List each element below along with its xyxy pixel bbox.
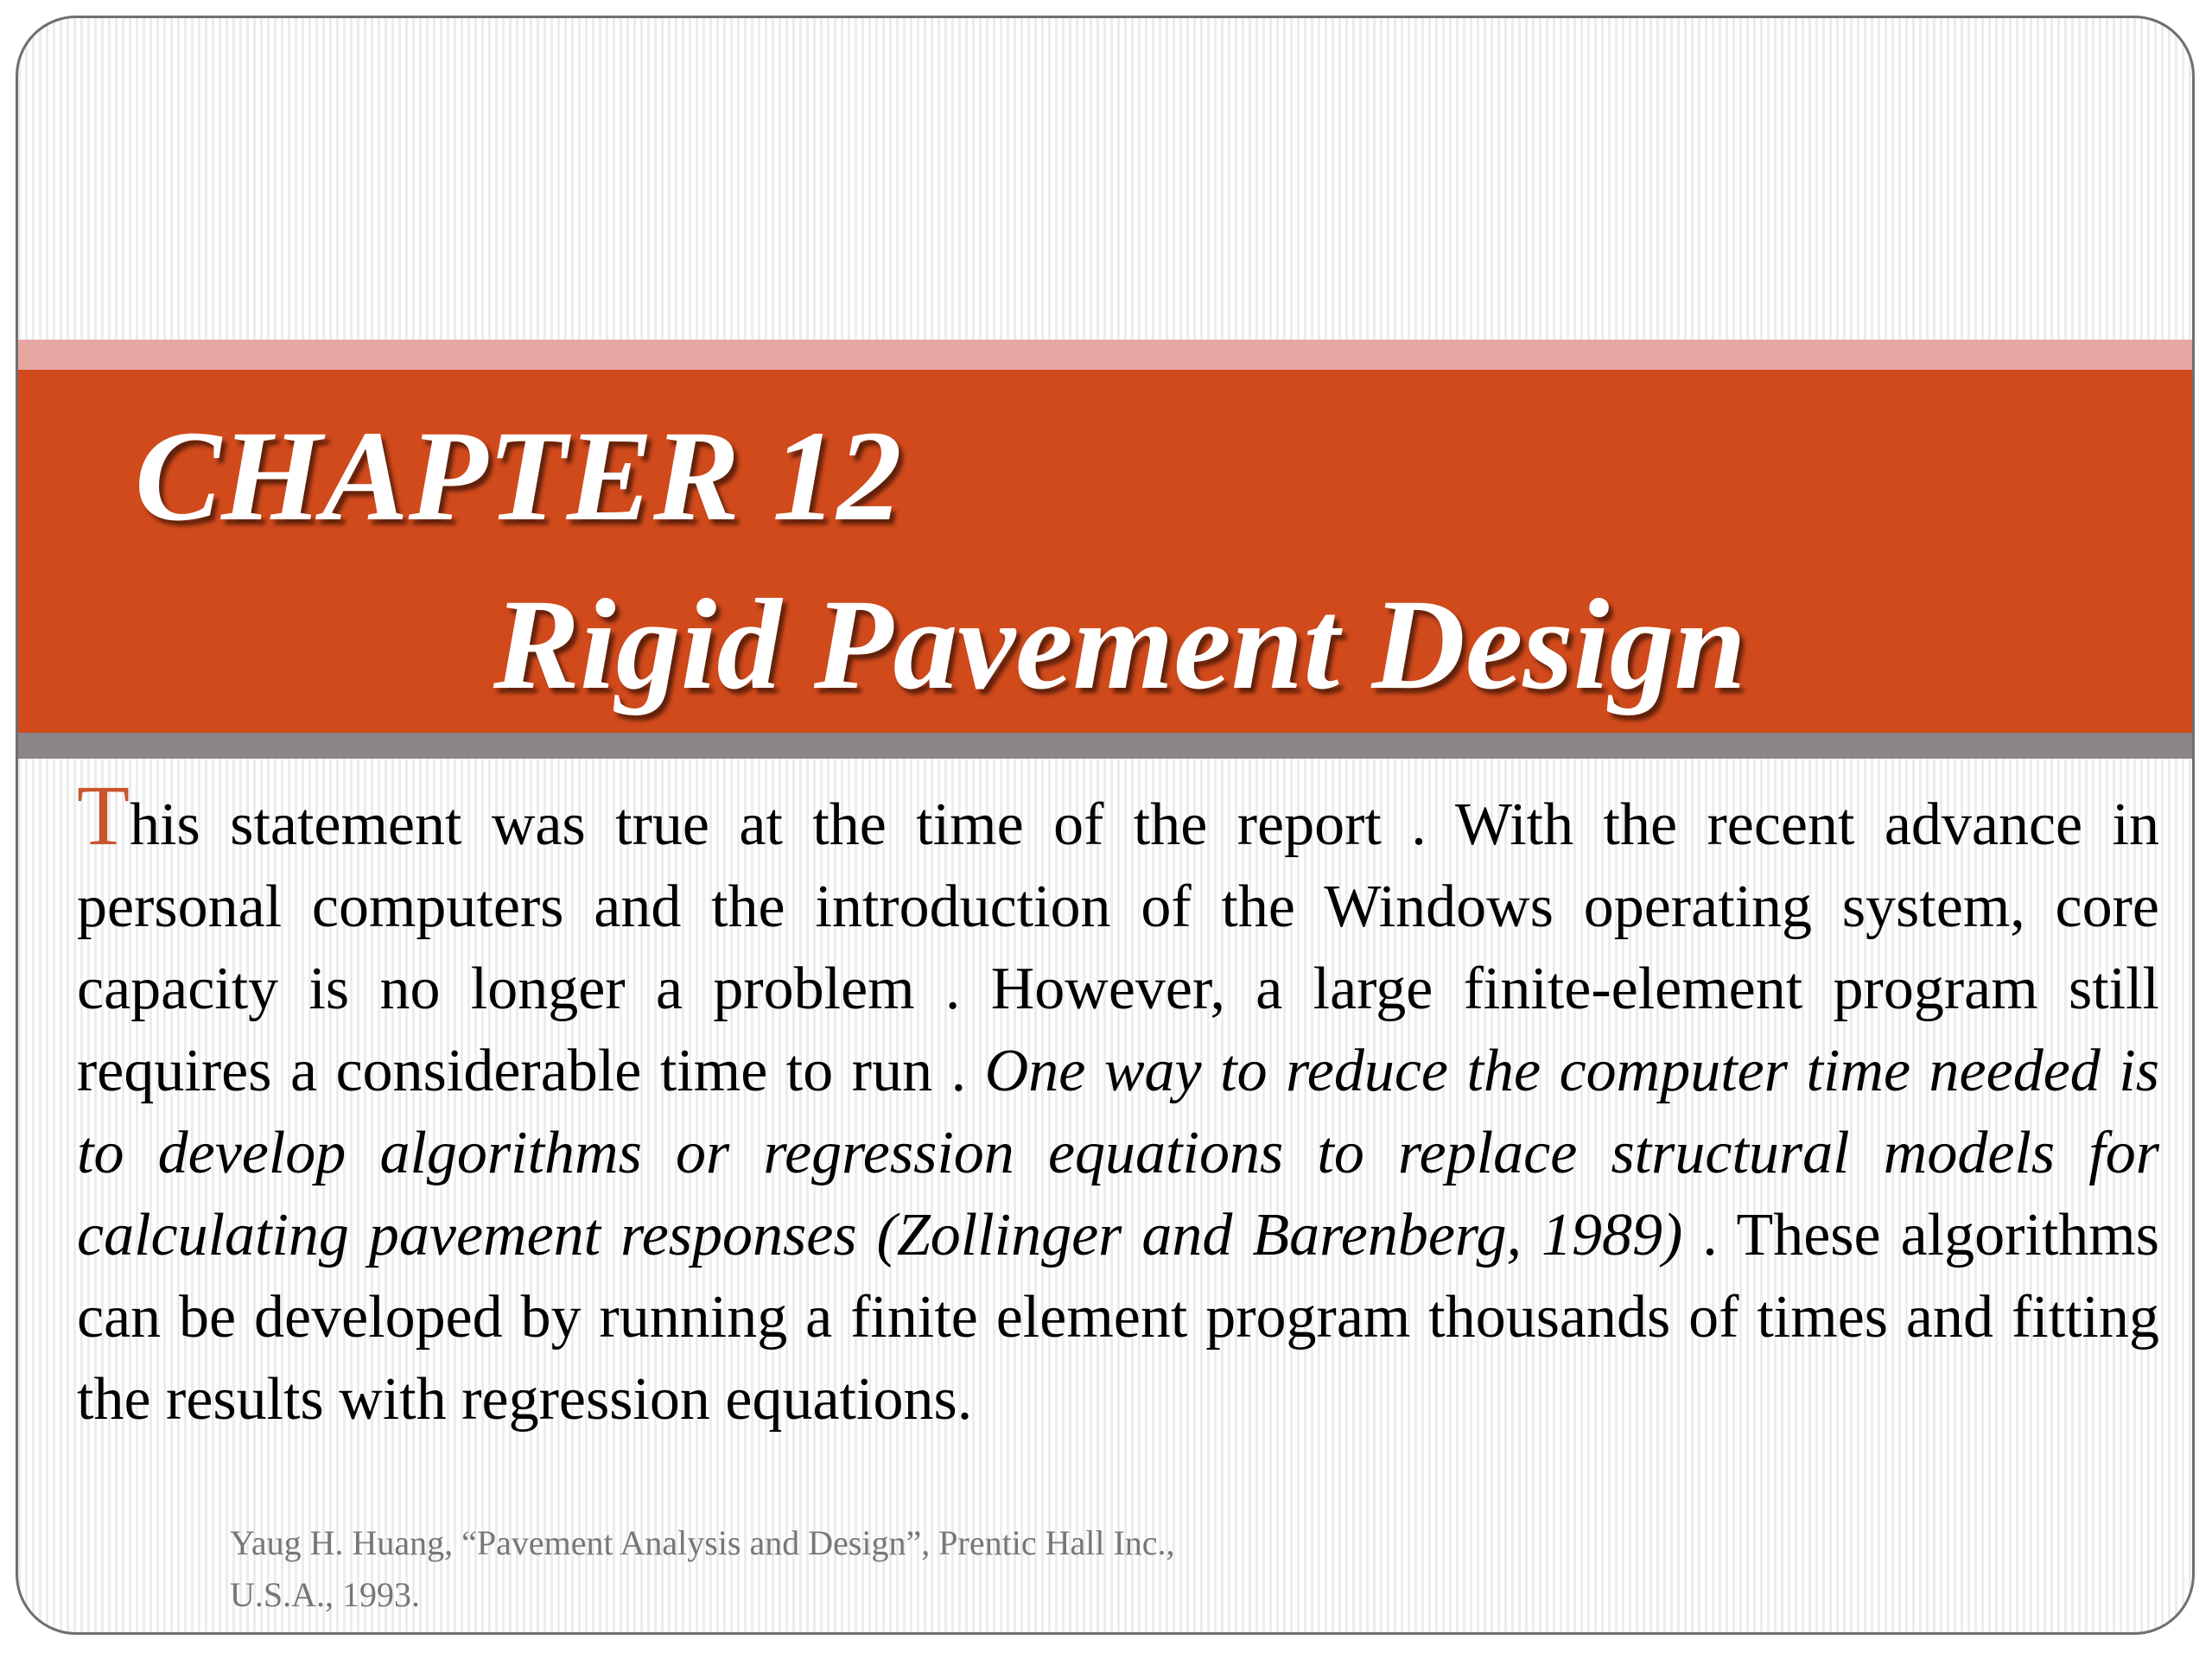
body-text-part-1: his statement was true at the time of the report . With the recent advance in personal computers and the introduction of the Windows operating system, core capacity is no longer a problem . However, a large finite-element program still requires a considerable time to run . bbox=[77, 791, 2159, 1104]
citation-line-1: Yaug H. Huang, “Pavement Analysis and Design”, Prentic Hall Inc., bbox=[230, 1523, 1175, 1562]
title-band-top-stripe bbox=[18, 340, 2192, 370]
body-text-part-2: . These algorithms can be developed by running a finite element program thousands of times and fitting the results with regression equations. bbox=[77, 1202, 2159, 1433]
drop-cap: T bbox=[77, 767, 130, 863]
chapter-subtitle: Rigid Pavement Design bbox=[493, 573, 1746, 716]
body-paragraph bbox=[77, 767, 2159, 1440]
chapter-title: CHAPTER 12 bbox=[135, 404, 902, 548]
body-italic-text: One way to reduce the computer time needed is to develop algorithms or regression equations to replace structural models for calculating pavement responses (Zollinger and Barenberg, 1989) bbox=[77, 1038, 2159, 1268]
citation bbox=[230, 1517, 1440, 1621]
slide-frame bbox=[16, 16, 2195, 1635]
title-band-bottom-stripe bbox=[18, 733, 2192, 759]
citation-line-2: U.S.A., 1993. bbox=[230, 1575, 421, 1614]
